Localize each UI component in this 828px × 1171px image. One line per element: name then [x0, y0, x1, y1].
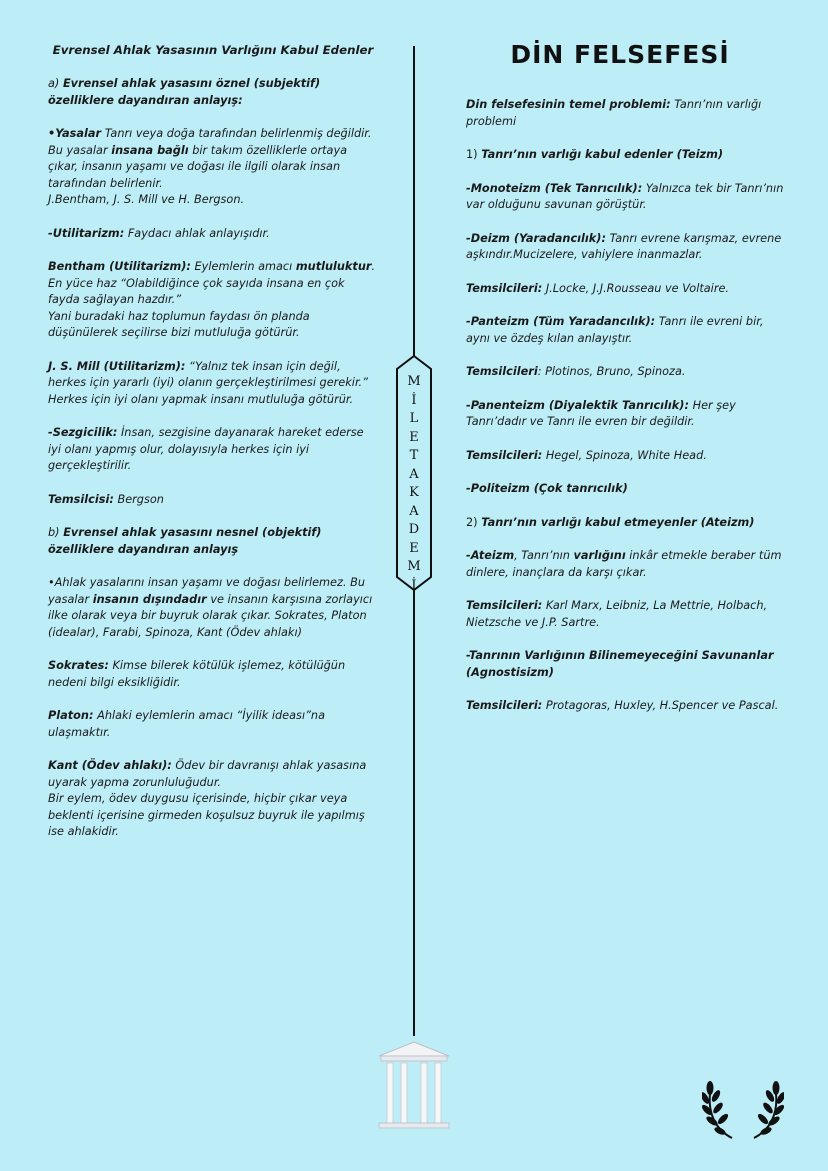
yasalar-text2: bir takım özelliklerle ortaya çıkar, insanın yaşamı ve doğası ile ilgili olarak insan tarafından belirlenir. — [48, 143, 348, 190]
problem-paragraph — [466, 97, 786, 130]
utilitarizm-paragraph — [48, 226, 378, 243]
ateizm-paragraph — [466, 548, 786, 581]
section-b-names: Sokrates, Platon (idealar), Farabi, Spinoza, Kant (Ödev ahlakı) — [48, 609, 367, 639]
sokrates-text: Kimse bilerek kötülük işlemez, kötülüğün nedeni bilgi eksikliğidir. — [48, 659, 346, 689]
brand-letter: E — [409, 429, 419, 445]
brand-letter: M — [407, 374, 421, 389]
panteizm-text: Tanrı ile evreni bir, aynı ve özdeş kılan anlayıştır. — [466, 315, 764, 345]
temsilcileri-5-text: Protagoras, Huxley, H.Spencer ve Pascal. — [545, 699, 779, 712]
section-b-text2: ve insanın karşısına zorlayıcı ilke olarak veya bir buyruk olarak çıkar. — [48, 592, 373, 622]
brand-hexagon — [396, 355, 432, 591]
deizm-label: -Deizm (Yaradancılık): — [466, 231, 606, 245]
platon-label: Platon: — [48, 709, 94, 722]
brand-letter: A — [409, 503, 419, 519]
temsilcileri-5-paragraph — [466, 698, 786, 715]
monoteizm-paragraph — [466, 181, 786, 214]
temsilcileri-5-label: Temsilcileri: — [466, 699, 543, 712]
section-b-heading — [48, 525, 378, 558]
panenteizm-paragraph — [466, 398, 786, 431]
sokrates-label: Sokrates: — [48, 659, 109, 672]
section-2-heading — [466, 515, 786, 532]
brand-letter: M — [407, 559, 421, 574]
mill-paragraph — [48, 359, 378, 409]
panteizm-label: -Panteizm (Tüm Yaradancılık): — [466, 315, 656, 328]
temsilcileri-2-paragraph — [466, 364, 786, 381]
agnostisizm-label: -Tanrının Varlığının Bilinemeyeceğini Savunanlar (Agnostisizm) — [466, 649, 774, 679]
section-b-paragraph — [48, 575, 378, 641]
utilitarizm-text: Faydacı ahlak anlayışıdır. — [127, 226, 270, 240]
sokrates-paragraph — [48, 658, 378, 691]
platon-paragraph — [48, 708, 378, 741]
platon-text: Ahlaki eylemlerin amacı “İyilik ideası”na ulaşmaktır. — [48, 709, 326, 739]
section-a-heading — [48, 76, 378, 109]
kant-text2: Bir eylem, ödev duygusu içerisinde, hiçbir çıkar veya beklenti içerisine girmeden koşulsuz buyruk ile yapılmış ise ahlakidir. — [48, 792, 365, 838]
ateizm-text1: , Tanrı’nın — [514, 549, 570, 562]
temsilcileri-3-paragraph — [466, 448, 786, 465]
temsilcisi-paragraph — [48, 492, 378, 509]
temsilcileri-1-label: Temsilcileri: — [466, 281, 543, 295]
deizm-text: Tanrı evrene karışmaz, evrene aşkındır.Mucizelere, vahiylere inanmazlar. — [466, 231, 782, 261]
brand-letters — [396, 373, 432, 595]
bentham-text2: . En yüce haz “Olabildiğince çok sayıda insana en çok fayda sağlayan hazdır.” — [48, 260, 376, 306]
bentham-label: Bentham (Utilitarizm): — [48, 260, 191, 273]
laurel-wreath-icon — [702, 1074, 784, 1140]
yasalar-label: •Yasalar — [48, 127, 102, 140]
brand-letter: A — [409, 466, 419, 482]
politeizm-label: -Politeizm (Çok tanrıcılık) — [466, 482, 628, 495]
bentham-paragraph — [48, 259, 378, 342]
mill-text1: “Yalnız tek insan için değil, herkes için yararlı (iyi) olanın gerçekleştirilmesi gerekir.” — [48, 359, 368, 389]
brand-letter: İ — [411, 577, 417, 593]
problem-text: Tanrı’nın varlığı problemi — [466, 98, 762, 128]
deizm-paragraph — [466, 231, 786, 264]
temsilcileri-2-label: Temsilcileri — [466, 365, 538, 378]
section-1-title: Tanrı’nın varlığı kabul edenler (Teizm) — [481, 148, 724, 161]
section-a-prefix: a) — [48, 77, 60, 90]
sezgicilik-label: -Sezgicilik: — [48, 426, 118, 439]
kant-label: Kant (Ödev ahlakı): — [48, 759, 172, 772]
section-b-prefix: b) — [48, 526, 60, 539]
bentham-text3: Yani buradaki haz toplumun faydası ön planda düşünülerek seçilirse bizi mutluluğa götürür. — [48, 309, 310, 339]
bentham-text1: Eylemlerin amacı — [194, 260, 293, 273]
mill-text2: Herkes için iyi olanı yapmak insanı mutluluğa götürür. — [48, 392, 354, 406]
right-title: DİN FELSEFESİ — [510, 40, 730, 69]
brand-letter: K — [409, 485, 419, 500]
kant-text1: Ödev bir davranışı ahlak yasasına uyarak yapma zorunluluğudur. — [48, 759, 367, 789]
temsilcileri-3-text: Hegel, Spinoza, White Head. — [545, 448, 707, 462]
section-2-prefix: 2) — [466, 515, 478, 529]
right-column — [466, 97, 786, 732]
sezgicilik-text: İnsan, sezgisine dayanarak hareket ederse iyi olanı yapmış olur, dolayısıyla herkes için iyi gerçekleştirilir. — [48, 426, 364, 472]
temsilcisi-label: Temsilcisi: — [48, 492, 114, 506]
mill-label: J. S. Mill (Utilitarizm): — [48, 359, 186, 373]
section-b-text1: •Ahlak yasalarını insan yaşamı ve doğası belirlemez. Bu yasalar — [48, 576, 366, 606]
brand-letter: D — [408, 522, 420, 537]
yasalar-names: J.Bentham, J. S. Mill ve H. Bergson. — [48, 193, 245, 206]
section-b-bold: insanın dışındadır — [92, 592, 207, 606]
panenteizm-label: -Panenteizm (Diyalektik Tanrıcılık): — [466, 398, 689, 412]
agnostisizm-paragraph — [466, 648, 786, 681]
center-divider-bottom — [413, 590, 415, 1036]
section-b-title: Evrensel ahlak yasasını nesnel (objektif) özelliklere dayandıran anlayış — [48, 526, 322, 556]
center-divider-top — [413, 46, 415, 356]
brand-letter: L — [409, 411, 419, 426]
temsilcileri-2-text: : Plotinos, Bruno, Spinoza. — [537, 365, 686, 378]
temsilcileri-1-text: J.Locke, J.J.Rousseau ve Voltaire. — [545, 281, 730, 295]
temsilcileri-4-paragraph — [466, 598, 786, 631]
temsilcisi-text: Bergson — [117, 492, 164, 506]
politeizm-paragraph — [466, 481, 786, 498]
yasalar-text1: Tanrı veya doğa tarafından belirlenmiş değildir. Bu yasalar — [48, 127, 372, 157]
section-1-prefix: 1) — [466, 148, 478, 161]
temple-icon — [377, 1030, 451, 1130]
ateizm-bold: varlığını — [573, 549, 626, 562]
section-1-heading — [466, 147, 786, 164]
kant-paragraph — [48, 758, 378, 841]
monoteizm-label: -Monoteizm (Tek Tanrıcılık): — [466, 181, 643, 195]
ateizm-label: -Ateizm — [466, 549, 515, 562]
brand-letter: İ — [411, 392, 417, 408]
bentham-bold: mutluluktur — [295, 260, 372, 273]
left-title: Evrensel Ahlak Yasasının Varlığını Kabul Edenler — [52, 43, 374, 57]
problem-label: Din felsefesinin temel problemi: — [466, 98, 671, 111]
temsilcileri-3-label: Temsilcileri: — [466, 448, 543, 462]
brand-letter: T — [409, 448, 419, 463]
section-a-title: Evrensel ahlak yasasını öznel (subjektif) özelliklere dayandıran anlayış: — [48, 77, 321, 107]
yasalar-paragraph — [48, 126, 378, 209]
temsilcileri-1-paragraph — [466, 281, 786, 298]
temsilcileri-4-text: Karl Marx, Leibniz, La Mettrie, Holbach, Nietzsche ve J.P. Sartre. — [466, 599, 768, 629]
section-2-title: Tanrı’nın varlığı kabul etmeyenler (Ateizm) — [481, 515, 755, 529]
yasalar-bold: insana bağlı — [111, 143, 189, 157]
utilitarizm-label: -Utilitarizm: — [48, 226, 125, 240]
panteizm-paragraph — [466, 314, 786, 347]
panenteizm-text: Her şey Tanrı’dadır ve Tanrı ile evren bir değildir. — [466, 398, 736, 428]
temsilcileri-4-label: Temsilcileri: — [466, 599, 543, 612]
left-column — [48, 42, 378, 858]
ateizm-text2: inkâr etmekle beraber tüm dinlere, inançlara da karşı çıkar. — [466, 549, 782, 579]
sezgicilik-paragraph — [48, 425, 378, 475]
brand-letter: E — [409, 540, 419, 556]
monoteizm-text: Yalnızca tek bir Tanrı’nın var olduğunu savunan görüştür. — [466, 181, 784, 211]
